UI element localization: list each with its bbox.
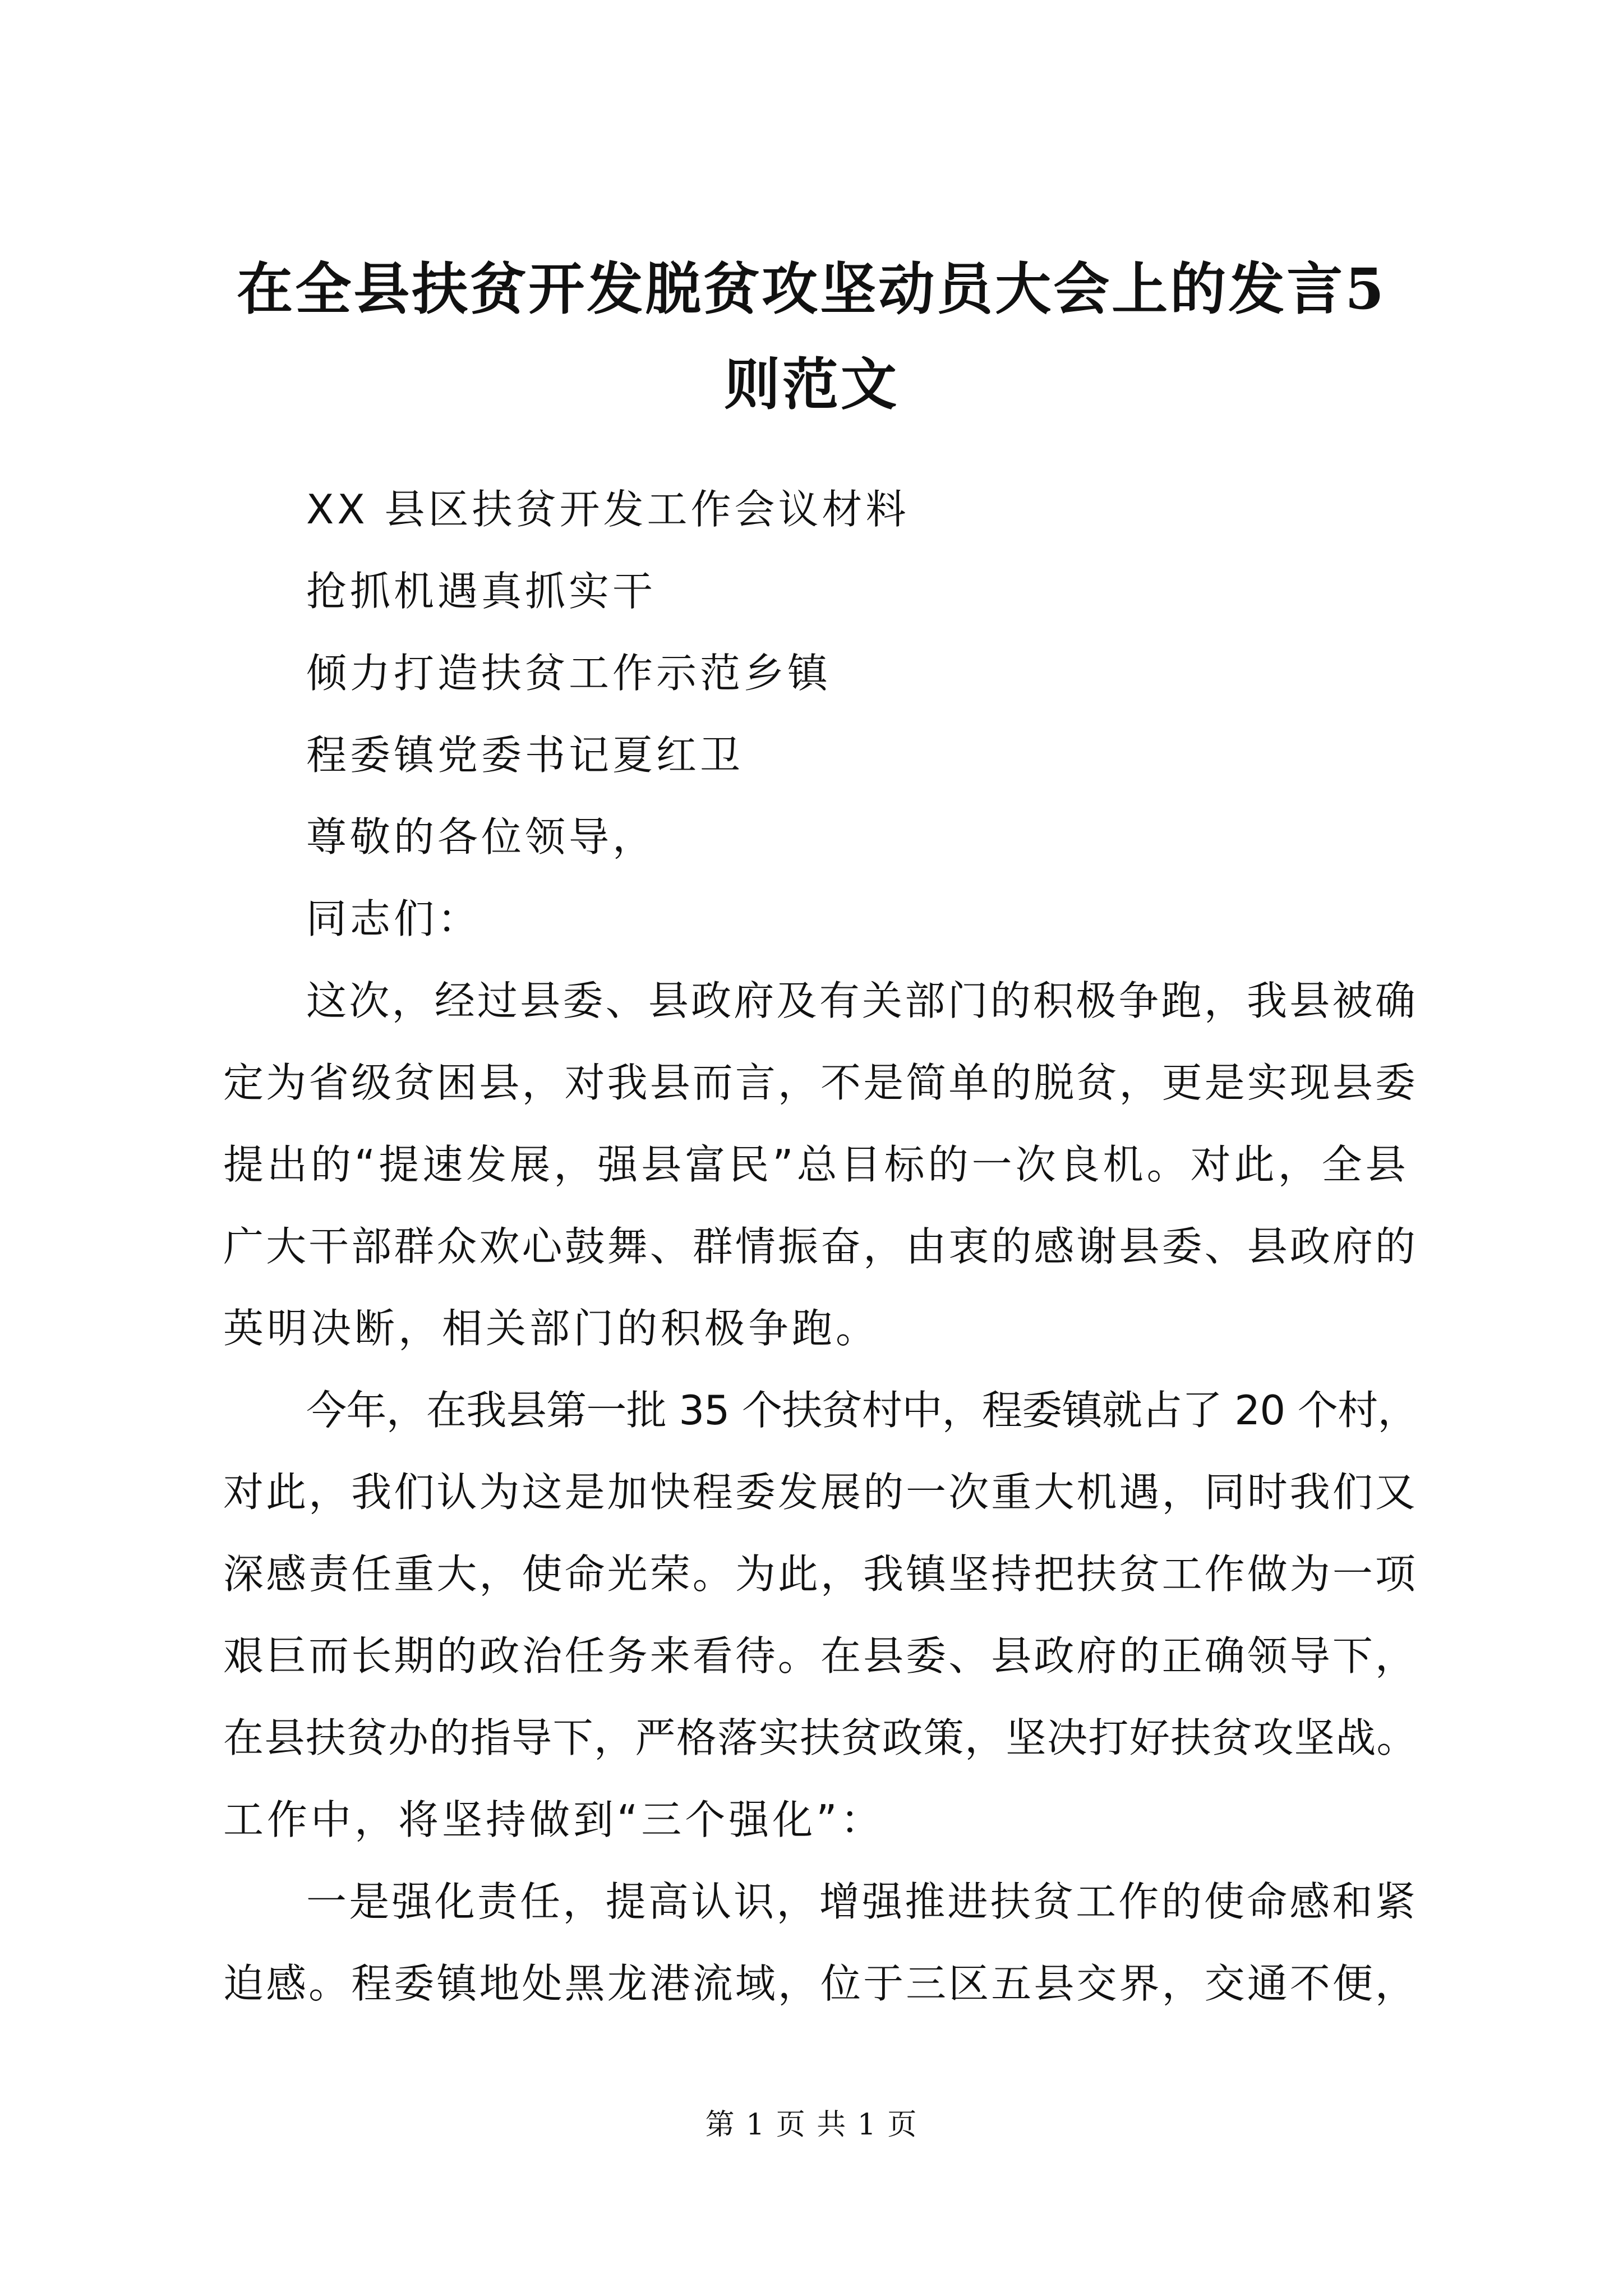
title-line-2: 则范文 <box>724 351 899 417</box>
paragraph-line: 提出的“提速发展，强县富民”总目标的一次良机。对此，全县 <box>223 1141 1409 1188</box>
salutation-line: 同志们： <box>306 895 482 942</box>
header-line: XX 县区扶贫开发工作会议材料 <box>306 486 910 533</box>
header-line: 抢抓机遇真抓实干 <box>306 568 657 615</box>
paragraph-line: 对此，我们认为这是加快程委发展的一次重大机遇，同时我们又 <box>223 1469 1418 1516</box>
header-line: 程委镇党委书记夏红卫 <box>306 731 744 779</box>
paragraph-line: 工作中，将坚持做到“三个强化”： <box>223 1796 884 1843</box>
paragraph-line: 这次，经过县委、县政府及有关部门的积极争跑，我县被确 <box>306 977 1418 1024</box>
paragraph-line: 艰巨而长期的政治任务来看待。在县委、县政府的正确领导下， <box>223 1632 1418 1680</box>
paragraph-line: 今年，在我县第一批 35 个扶贫村中，程委镇就占了 20 个村， <box>306 1387 1418 1434</box>
paragraph-line: 定为省级贫困县，对我县而言，不是简单的脱贫，更是实现县委 <box>223 1059 1418 1106</box>
document-title <box>168 241 1455 432</box>
paragraph-line: 英明决断，相关部门的积极争跑。 <box>223 1305 880 1352</box>
paragraph-line: 迫感。程委镇地处黑龙港流域，位于三区五县交界，交通不便， <box>223 1960 1418 2007</box>
title-line-1: 在全县扶贫开发脱贫攻坚动员大会上的发言5 <box>237 256 1386 322</box>
paragraph-line: 在县扶贫办的指导下，严格落实扶贫政策，坚决打好扶贫攻坚战。 <box>223 1714 1418 1761</box>
page-footer: 第 1 页 共 1 页 <box>705 2108 918 2142</box>
paragraph-line: 一是强化责任，提高认识，增强推进扶贫工作的使命感和紧 <box>306 1878 1418 1925</box>
header-line: 倾力打造扶贫工作示范乡镇 <box>306 650 832 697</box>
salutation-line: 尊敬的各位领导， <box>306 813 657 861</box>
paragraph-line: 深感责任重大，使命光荣。为此，我镇坚持把扶贫工作做为一项 <box>223 1550 1418 1598</box>
paragraph-line: 广大干部群众欢心鼓舞、群情振奋，由衷的感谢县委、县政府的 <box>223 1223 1418 1270</box>
